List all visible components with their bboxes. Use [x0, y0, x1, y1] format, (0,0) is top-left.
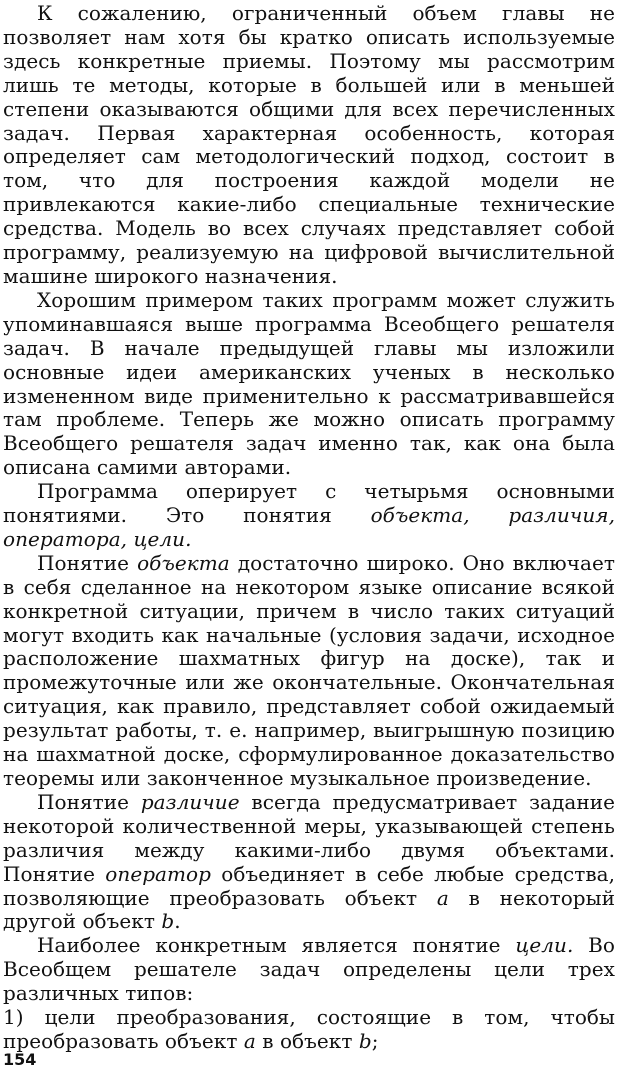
text-run: Понятие: [37, 789, 141, 814]
paragraph: [3, 552, 615, 791]
paragraph: [3, 1006, 615, 1054]
paragraph: [3, 934, 615, 1006]
paragraph: [3, 480, 615, 552]
text-run: всегда предусматривает задание некоторой количественной меры, указывающей степень различия между какими-либо двумя объектами. Понятие: [3, 789, 616, 886]
text-run: 1) цели преобразования, состоящие в том, чтобы преобразовать объект: [3, 1005, 615, 1053]
page-number: 154: [3, 1050, 37, 1069]
text-run: объединяет в себе любые средства, позволяющие преобразовать объект: [3, 861, 616, 910]
italic-term: оператор: [105, 861, 211, 886]
body-text: [3, 2, 615, 1054]
text-run: ;: [371, 1028, 379, 1053]
italic-term: цели.: [515, 933, 574, 958]
text-run: Хорошим примером таких программ может служить упоминавшаяся выше программа Всеобщего решателя задач. В начале предыдущей главы мы изложили основные идеи американских ученых в несколько измененном виде применительно к рассматривавшейся там проблеме. Теперь же можно описать программу Всеобщего решателя задач именно так, как она была описана самими авторами.: [3, 287, 615, 480]
text-run: в некоторый другой объект: [3, 885, 615, 934]
italic-term: b: [161, 909, 175, 934]
text-run: в объект: [255, 1028, 359, 1053]
paragraph: [3, 289, 615, 480]
text-run: Во Всеобщем решателе задач определены цели трех различных типов:: [3, 933, 615, 1006]
italic-term: b: [358, 1028, 372, 1053]
text-run: Наиболее конкретным является понятие: [37, 933, 516, 958]
italic-term: a: [243, 1028, 256, 1053]
italic-term: различие: [140, 789, 240, 814]
paragraph: [3, 2, 615, 289]
text-run: К сожалению, ограниченный объем главы не позволяет нам хотя бы кратко описать используемые здесь конкретные приемы. Поэтому мы рассмотрим лишь те методы, которые в большей или в меньшей степени оказываются общими для всех перечисленных задач. Первая характерная особенность, которая определяет сам методологический подход, состоит в том, что для построения каждой модели не привлекаются какие-либо специальные технические средства. Модель во всех случаях представляет собой программу, реализуемую на цифровой вычислительной машине широкого назначения.: [3, 1, 615, 288]
paragraph: [3, 791, 615, 934]
italic-term: объекта, различия, оператора, цели.: [3, 503, 615, 551]
text-run: .: [174, 909, 181, 934]
text-run: Программа оперирует с четырьмя основными понятиями. Это понятия: [3, 479, 615, 528]
text-run: достаточно широко. Оно включает в себя сделанное на некотором языке описание всякой конкретной ситуации, причем в число таких ситуаций могут входить как начальные (условия задачи, исходное расположение шахматных фигур на доске), так и промежуточные или же окончательные. Окончательная ситуация, как правило, представляет собой ожидаемый результат работы, т. е. например, выигрышную позицию на шахматной доске, сформулированное доказательство теоремы или законченное музыкальное произведение.: [3, 550, 615, 790]
italic-term: объекта: [137, 550, 230, 575]
italic-term: a: [436, 885, 449, 910]
text-run: Понятие: [37, 550, 138, 575]
